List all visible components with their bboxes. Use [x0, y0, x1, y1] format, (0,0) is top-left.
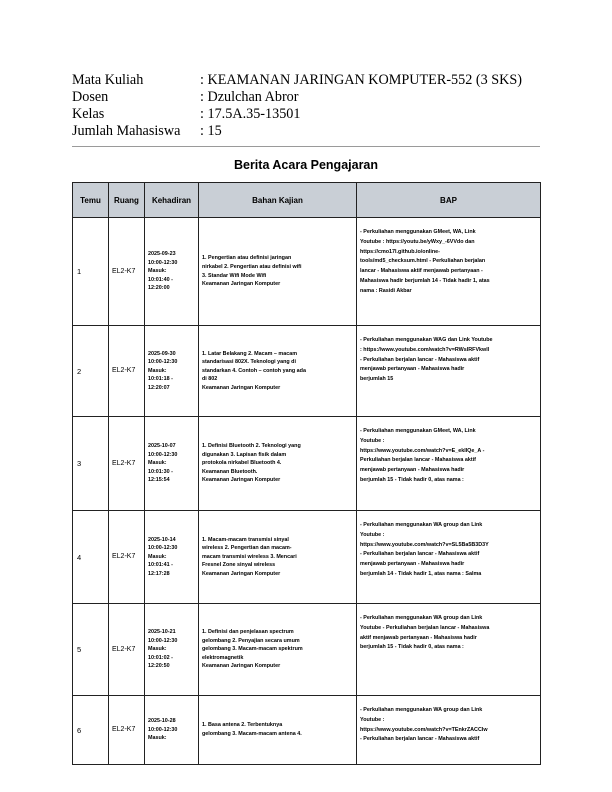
class-value: : 17.5A.35-13501: [200, 106, 301, 122]
students-value: : 15: [200, 123, 222, 139]
table-row: [73, 417, 541, 511]
cell-bap: - Perkuliahan menggunakan GMeet, WA, Link Youtube : https://youtu.be/yWxy_-6VVdo dan https://cmo17l.github.io/online- tools/md5_checksum.html - Perkuliahan berjalan lancar - Mahasiswa aktif menjawab pertanyaan - Mahasiswa hadir berjumlah 14 - Tidak hadir 1, atas nama : Rasidi Akbar: [357, 218, 541, 326]
info-row-lecturer: [72, 89, 522, 106]
cell-temu: 3: [73, 417, 109, 511]
info-row-students: [72, 123, 522, 140]
table-row: [73, 511, 541, 604]
class-label: Kelas: [72, 106, 105, 122]
cell-bahan-kajian: 1. Definisi Bluetooth 2. Teknologi yang digunakan 3. Lapisan fisik dalam protokola nirkabel Bluetooth 4. Keamanan Bluetooth. Keamanan Jaringan Komputer: [199, 417, 357, 511]
cell-temu: 6: [73, 696, 109, 765]
header-divider: [72, 146, 540, 147]
col-header-ruang: Ruang: [109, 183, 145, 218]
cell-ruang: EL2-K7: [109, 218, 145, 326]
table-header-row: [73, 183, 541, 218]
cell-ruang: EL2-K7: [109, 417, 145, 511]
table-row: [73, 696, 541, 765]
info-row-course: [72, 72, 522, 89]
cell-bap: - Perkuliahan menggunakan GMeet, WA, Link Youtube : https://www.youtube.com/watch?v=E_ekIIQe_A - Perkuliahan berjalan lancar - Mahasiswa aktif menjawab pertanyaan - Mahasiswa hadir berjumlah 15 - Tidak hadir 0, atas nama :: [357, 417, 541, 511]
cell-temu: 4: [73, 511, 109, 604]
cell-bahan-kajian: 1. Latar Belakang 2. Macam – macam standarisasi 802X. Teknologi yang di standarkan 4. Contoh – contoh yang ada di 802 Keamanan Jaringan Komputer: [199, 326, 357, 417]
cell-kehadiran: 2025-09-23 10:00-12:30 Masuk: 10:01:40 - 12:20:00: [145, 218, 199, 326]
cell-ruang: EL2-K7: [109, 604, 145, 696]
cell-bahan-kajian: 1. Macam-macam transmisi sinyal wireless 2. Pengertian dan macam- macam transmisi wireless 3. Mencari Fresnel Zone sinyal wireless Keamanan Jaringan Komputer: [199, 511, 357, 604]
col-header-kehadiran: Kehadiran: [145, 183, 199, 218]
course-value: : KEAMANAN JARINGAN KOMPUTER-552 (3 SKS): [200, 72, 522, 88]
cell-kehadiran: 2025-10-07 10:00-12:30 Masuk: 10:01:30 - 12:15:54: [145, 417, 199, 511]
cell-bap: - Perkuliahan menggunakan WA group dan Link Youtube - Perkuliahan berjalan lancar - Mahasiswa aktif menjawab pertanyaan - Mahasiswa hadir berjumlah 15 - Tidak hadir 0, atas nama :: [357, 604, 541, 696]
cell-temu: 5: [73, 604, 109, 696]
cell-ruang: EL2-K7: [109, 511, 145, 604]
col-header-temu: Temu: [73, 183, 109, 218]
teaching-log-table: [72, 182, 541, 765]
course-info: [72, 72, 522, 140]
students-label: Jumlah Mahasiswa: [72, 123, 181, 139]
cell-bahan-kajian: 1. Basa antena 2. Terbentuknya gelombang 3. Macam-macam antena 4.: [199, 696, 357, 765]
lecturer-label: Dosen: [72, 89, 109, 105]
cell-kehadiran: 2025-10-21 10:00-12:30 Masuk: 10:01:02 - 12:20:50: [145, 604, 199, 696]
cell-bahan-kajian: 1. Definisi dan penjelasan spectrum gelombang 2. Penyajian secara umum gelombang 3. Macam-macam spektrum elektromagnetik Keamanan Jaringan Komputer: [199, 604, 357, 696]
table-row: [73, 326, 541, 417]
cell-kehadiran: 2025-09-30 10:00-12:30 Masuk: 10:01:18 - 12:20:07: [145, 326, 199, 417]
cell-kehadiran: 2025-10-28 10:00-12:30 Masuk:: [145, 696, 199, 765]
course-label: Mata Kuliah: [72, 72, 144, 88]
cell-ruang: EL2-K7: [109, 326, 145, 417]
cell-bap: - Perkuliahan menggunakan WA group dan Link Youtube : https://www.youtube.com/watch?v=TEnkrZACCIw - Perkuliahan berjalan lancar - Mahasiswa aktif: [357, 696, 541, 765]
cell-kehadiran: 2025-10-14 10:00-12:30 Masuk: 10:01:41 - 12:17:28: [145, 511, 199, 604]
page-title: Berita Acara Pengajaran: [233, 158, 379, 172]
cell-temu: 2: [73, 326, 109, 417]
lecturer-value: : Dzulchan Abror: [200, 89, 299, 105]
cell-bap: - Perkuliahan menggunakan WAG dan Link Youtube : https://www.youtube.com/watch?v=RWsIRFVkwll - Perkuliahan berjalan lancar - Mahasiswa aktif menjawab pertanyaan - Mahasiswa hadir berjumlah 15: [357, 326, 541, 417]
cell-bap: - Perkuliahan menggunakan WA group dan Link Youtube : https://www.youtube.com/watch?v=SL5Ba5B3D3Y - Perkuliahan berjalan lancar - Mahasiswa aktif menjawab pertanyaan - Mahasiswa hadir berjumlah 14 - Tidak hadir 1, atas nama : Salma: [357, 511, 541, 604]
cell-temu: 1: [73, 218, 109, 326]
cell-bahan-kajian: 1. Pengertian atau definisi jaringan nirkabel 2. Pengertian atau definisi wifi 3. Standar Wifi Mode Wifi Keamanan Jaringan Komputer: [199, 218, 357, 326]
info-row-class: [72, 106, 522, 123]
table-row: [73, 218, 541, 326]
table-row: [73, 604, 541, 696]
col-header-bahan-kajian: Bahan Kajian: [199, 183, 357, 218]
col-header-bap: BAP: [357, 183, 541, 218]
cell-ruang: EL2-K7: [109, 696, 145, 765]
